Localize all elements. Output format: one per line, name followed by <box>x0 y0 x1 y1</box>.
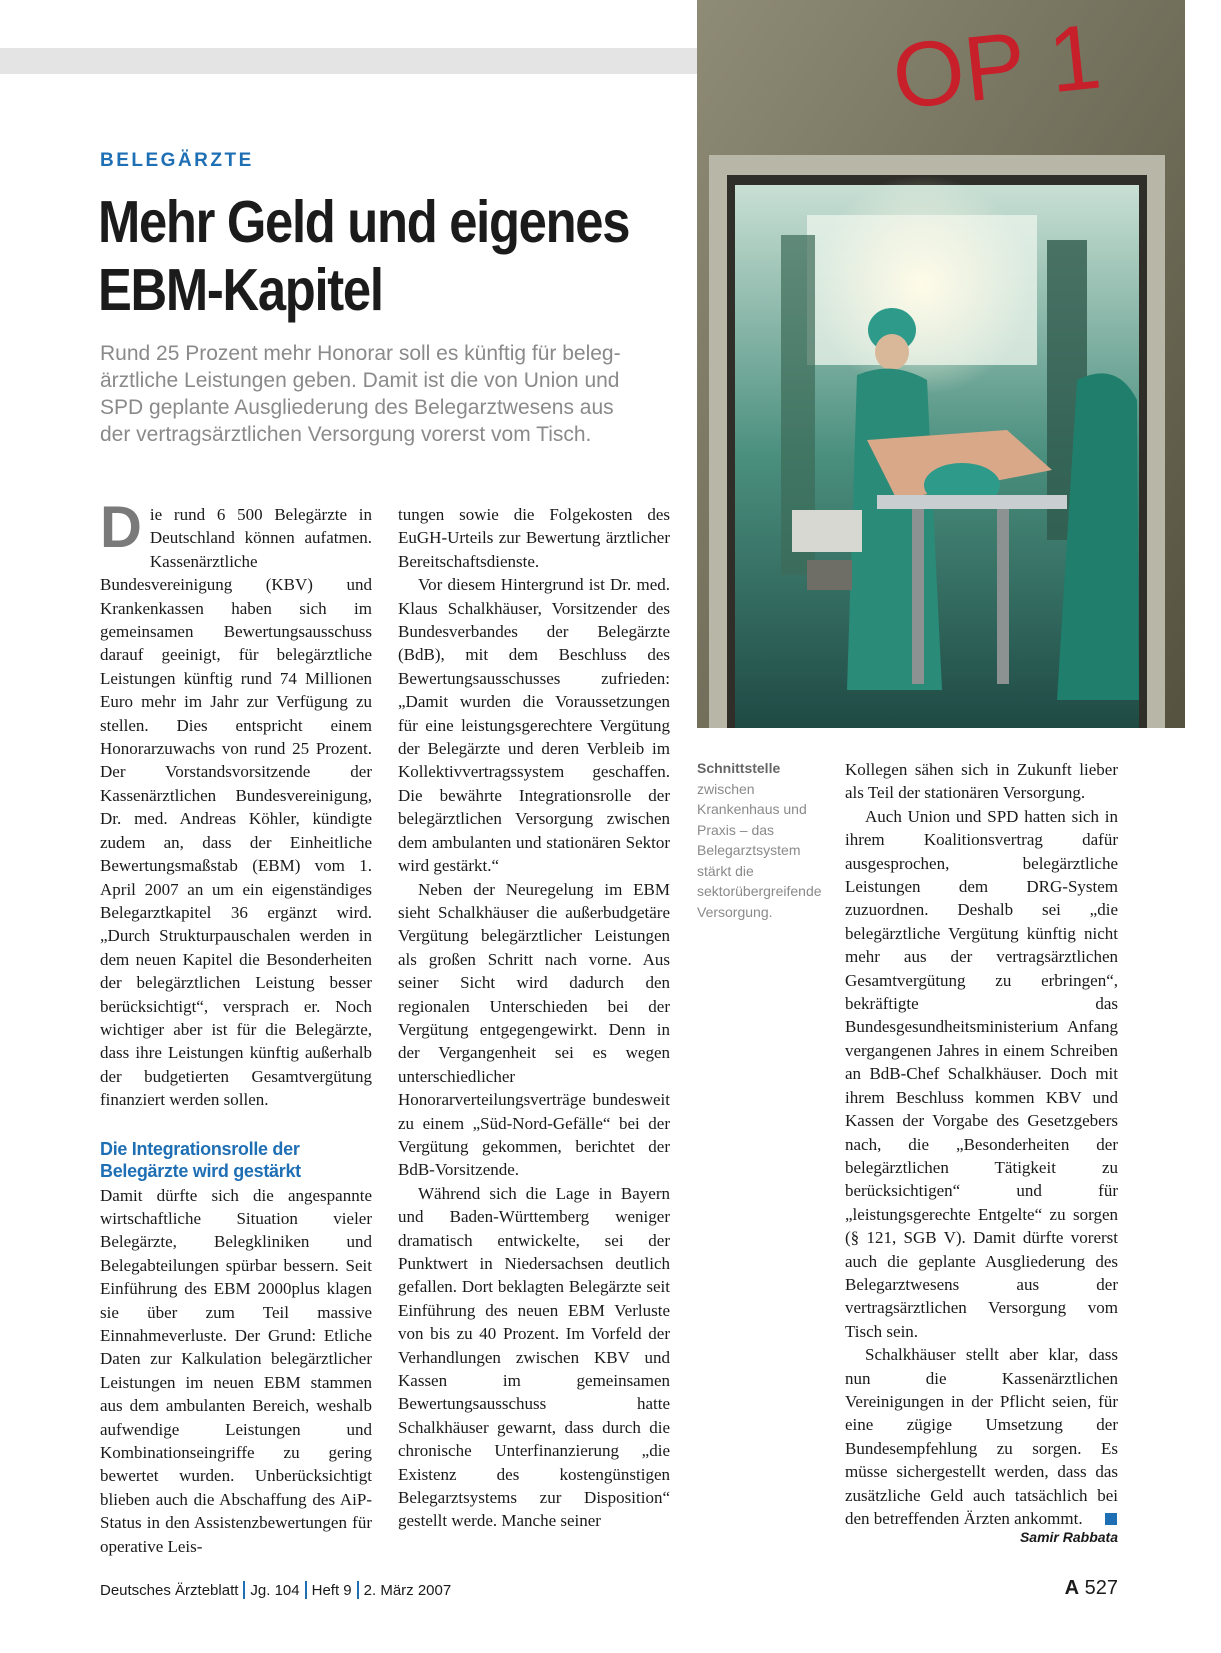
end-mark-icon <box>1105 1513 1117 1525</box>
article-column-3 <box>845 758 1118 1530</box>
paragraph-text: ie rund 6 500 Belegärzte in Deutschland können aufatmen. Kassenärztliche Bundesvereinigung (KBV) und Krankenkassen haben sich im gemeinsamen Bewertungsausschuss darauf geeinigt, für belegärztliche Leistungen künftig rund 74 Millionen Euro mehr im Jahr zur Verfügung zu stellen. Dies entspricht einem Honorarzuwachs von rund 25 Prozent. Der Vorstandsvorsitzende der Kassenärztlichen Bundesvereinigung, Dr. med. Andreas Köhler, kündigte zudem an, dass der Einheitliche Bewertungsmaßstab (EBM) vom 1. April 2007 an um ein eigenständiges Belegarztkapitel 36 ergänzt wird. „Durch Strukturpauschalen werden in dem neuen Kapitel die Besonderheiten der belegärztlichen Leistung besser berücksichtigt“, versprach er. Noch wichtiger aber ist für die Belegärzte, dass ihre Leistungen künftig außerhalb der budgetierten Gesamtvergütung finanziert werden sollen. <box>100 505 372 1110</box>
deck-line-4: der vertragsärztlichen Versorgung vorerst vom Tisch. <box>100 423 592 446</box>
author-byline: Samir Rabbata <box>1019 1529 1118 1545</box>
footer-separator <box>243 1581 245 1599</box>
section-kicker: BELEGÄRZTE <box>100 150 254 171</box>
body-paragraph: Kollegen sähen sich in Zukunft lieber als Teil der stationären Versorgung. <box>845 760 1118 803</box>
paragraph-text: Schalkhäuser stellt aber klar, dass nun die Kassenärztlichen Vereinigungen in der Pflicht seien, für eine zügige Umsetzung der Bundesempfehlung zu sorgen. Es müsse sichergestellt werden, dass das zusätzliche Geld auch tatsächlich bei den betreffenden Ärzten ankommt. <box>845 1345 1118 1528</box>
caption-lead: Schnittstelle <box>697 760 781 776</box>
page-number <box>1065 1577 1118 1600</box>
deck-line-1: Rund 25 Prozent mehr Honorar soll es künftig für beleg- <box>100 342 621 365</box>
body-paragraph: Vor diesem Hintergrund ist Dr. med. Klaus Schalkhäuser, Vorsitzender des Bundesverbandes der Belegärzte (BdB), mit dem Beschluss des Bewertungsausschusses zufrieden: „Damit wurden die Voraussetzungen für eine leistungsgerechtere Vergütung der Belegärzte und deren Verbleib im Kollektivvertragssystem geschaffen. Die bewährte Integrationsrolle der belegärztlichen Versorgung zwischen dem ambulanten und stationären Sektor wird gestärkt.“ <box>398 575 670 876</box>
footer-issue: Heft 9 <box>311 1582 352 1599</box>
page-prefix: A <box>1064 1577 1080 1599</box>
body-paragraph <box>845 1343 1118 1530</box>
body-paragraph: tungen sowie die Folgekosten des EuGH-Urteils zur Bewertung ärztlicher Bereitschaftsdienste. <box>398 505 670 571</box>
article-column-1 <box>100 495 372 1558</box>
top-gray-bar <box>0 48 700 74</box>
body-paragraph: Neben der Neuregelung im EBM sieht Schalkhäuser die außerbudgetäre Vergütung belegärztlicher Leistungen als großen Schritt nach vorne. Aus seiner Sicht wird dadurch den regionalen Unterschieden bei der Vergütung entgegengewirkt. Denn in der Vergangenheit sei es wegen unterschiedlicher Honorarverteilungsverträge bundesweit zu einem „Süd-Nord-Gefälle“ bei der Vergütung gekommen, berichtet der BdB-Vorsitzende. <box>398 879 670 1180</box>
deck-line-3: SPD geplante Ausgliederung des Belegarztwesens aus <box>100 396 614 419</box>
page-footer <box>100 1581 451 1599</box>
footer-date: 2. März 2007 <box>363 1582 452 1599</box>
caption-text: zwischen Krankenhaus und Praxis – das Belegarztsystem stärkt die sektorübergreifende Versorgung. <box>697 780 822 920</box>
article-subhead: Die Integrationsrolle der Belegärzte wird gestärkt <box>100 1138 301 1181</box>
body-paragraph: Während sich die Lage in Bayern und Baden-Württemberg weniger dramatisch entwickelte, sei der Punktwert in Niedersachsen deutlich gefallen. Dort beklagten Belegärzte seit Einführung des neuen EBM Verluste von bis zu 40 Prozent. Im Vorfeld der Verhandlungen zwischen KBV und Kassen im gemeinsamen Bewertungsausschuss hatte Schalkhäuser gewarnt, dass durch die chronische Unterfinanzierung „die Existenz des kostengünstigen Belegarztsystems zur Disposition“ gestellt werde. Manche seiner <box>398 1183 670 1531</box>
body-paragraph: Auch Union und SPD hatten sich in ihrem Koalitionsvertrag dafür ausgesprochen, belegärztliche Leistungen dem DRG-System zuzuordnen. Deshalb sei „die belegärztliche Vergütung künftig nicht mehr aus der vertragsärztlichen Gesamtvergütung zu erbringen“, bekräftigte das Bundesgesundheitsministerium Anfang vergangenen Jahres in einem Schreiben an BdB-Chef Schalkhäuser. Doch mit ihrem Beschluss kommen KBV und Kassen der Vorgabe des Gesetzgebers nach, die „Besonderheiten der belegärztlichen Tätigkeit zu berücksichtigen“ und für „leistungsgerechte Entgelte“ zu sorgen (§ 121, SGB V). Damit dürfte vorerst auch die geplante Ausgliederung des Belegarztwesens aus der vertragsärztlichen Versorgung vom Tisch sein. <box>845 806 1118 1341</box>
deck-line-2: ärztliche Leistungen geben. Damit ist die von Union und <box>100 369 620 392</box>
footer-separator <box>305 1581 307 1599</box>
article-column-2 <box>398 503 670 1533</box>
footer-separator <box>357 1581 359 1599</box>
article-deck <box>100 340 680 448</box>
door-sign-text: OP 1 <box>887 5 1106 129</box>
footer-volume: Jg. 104 <box>250 1582 300 1599</box>
body-paragraph <box>100 495 372 1112</box>
operating-room-photo <box>697 0 1185 728</box>
footer-journal: Deutsches Ärzteblatt <box>100 1582 239 1599</box>
photo-caption <box>697 758 827 922</box>
article-headline <box>98 188 630 324</box>
headline-line-1: Mehr Geld und eigenes <box>98 189 630 255</box>
drop-cap: D <box>100 495 142 560</box>
body-paragraph: Damit dürfte sich die angespannte wirtschaftliche Situation vieler Belegärzte, Belegkliniken und Belegabteilungen spürbar bessern. Seit Einführung des EBM 2000plus klagen sie über zum Teil massive Einnahmeverluste. Der Grund: Etliche Daten zur Kalkulation belegärztlicher Leistungen im neuen EBM stammen aus dem ambulanten Bereich, weshalb aufwendige Leistungen und Kombinationseingriffe zu gering bewertet wurden. Unberücksichtigt blieben auch die Abschaffung des AiP-Status in den Assistenzbewertungen für operative Leis- <box>100 1185 372 1556</box>
page-number-value: 527 <box>1084 1577 1118 1599</box>
headline-line-2: EBM-Kapitel <box>98 257 383 323</box>
